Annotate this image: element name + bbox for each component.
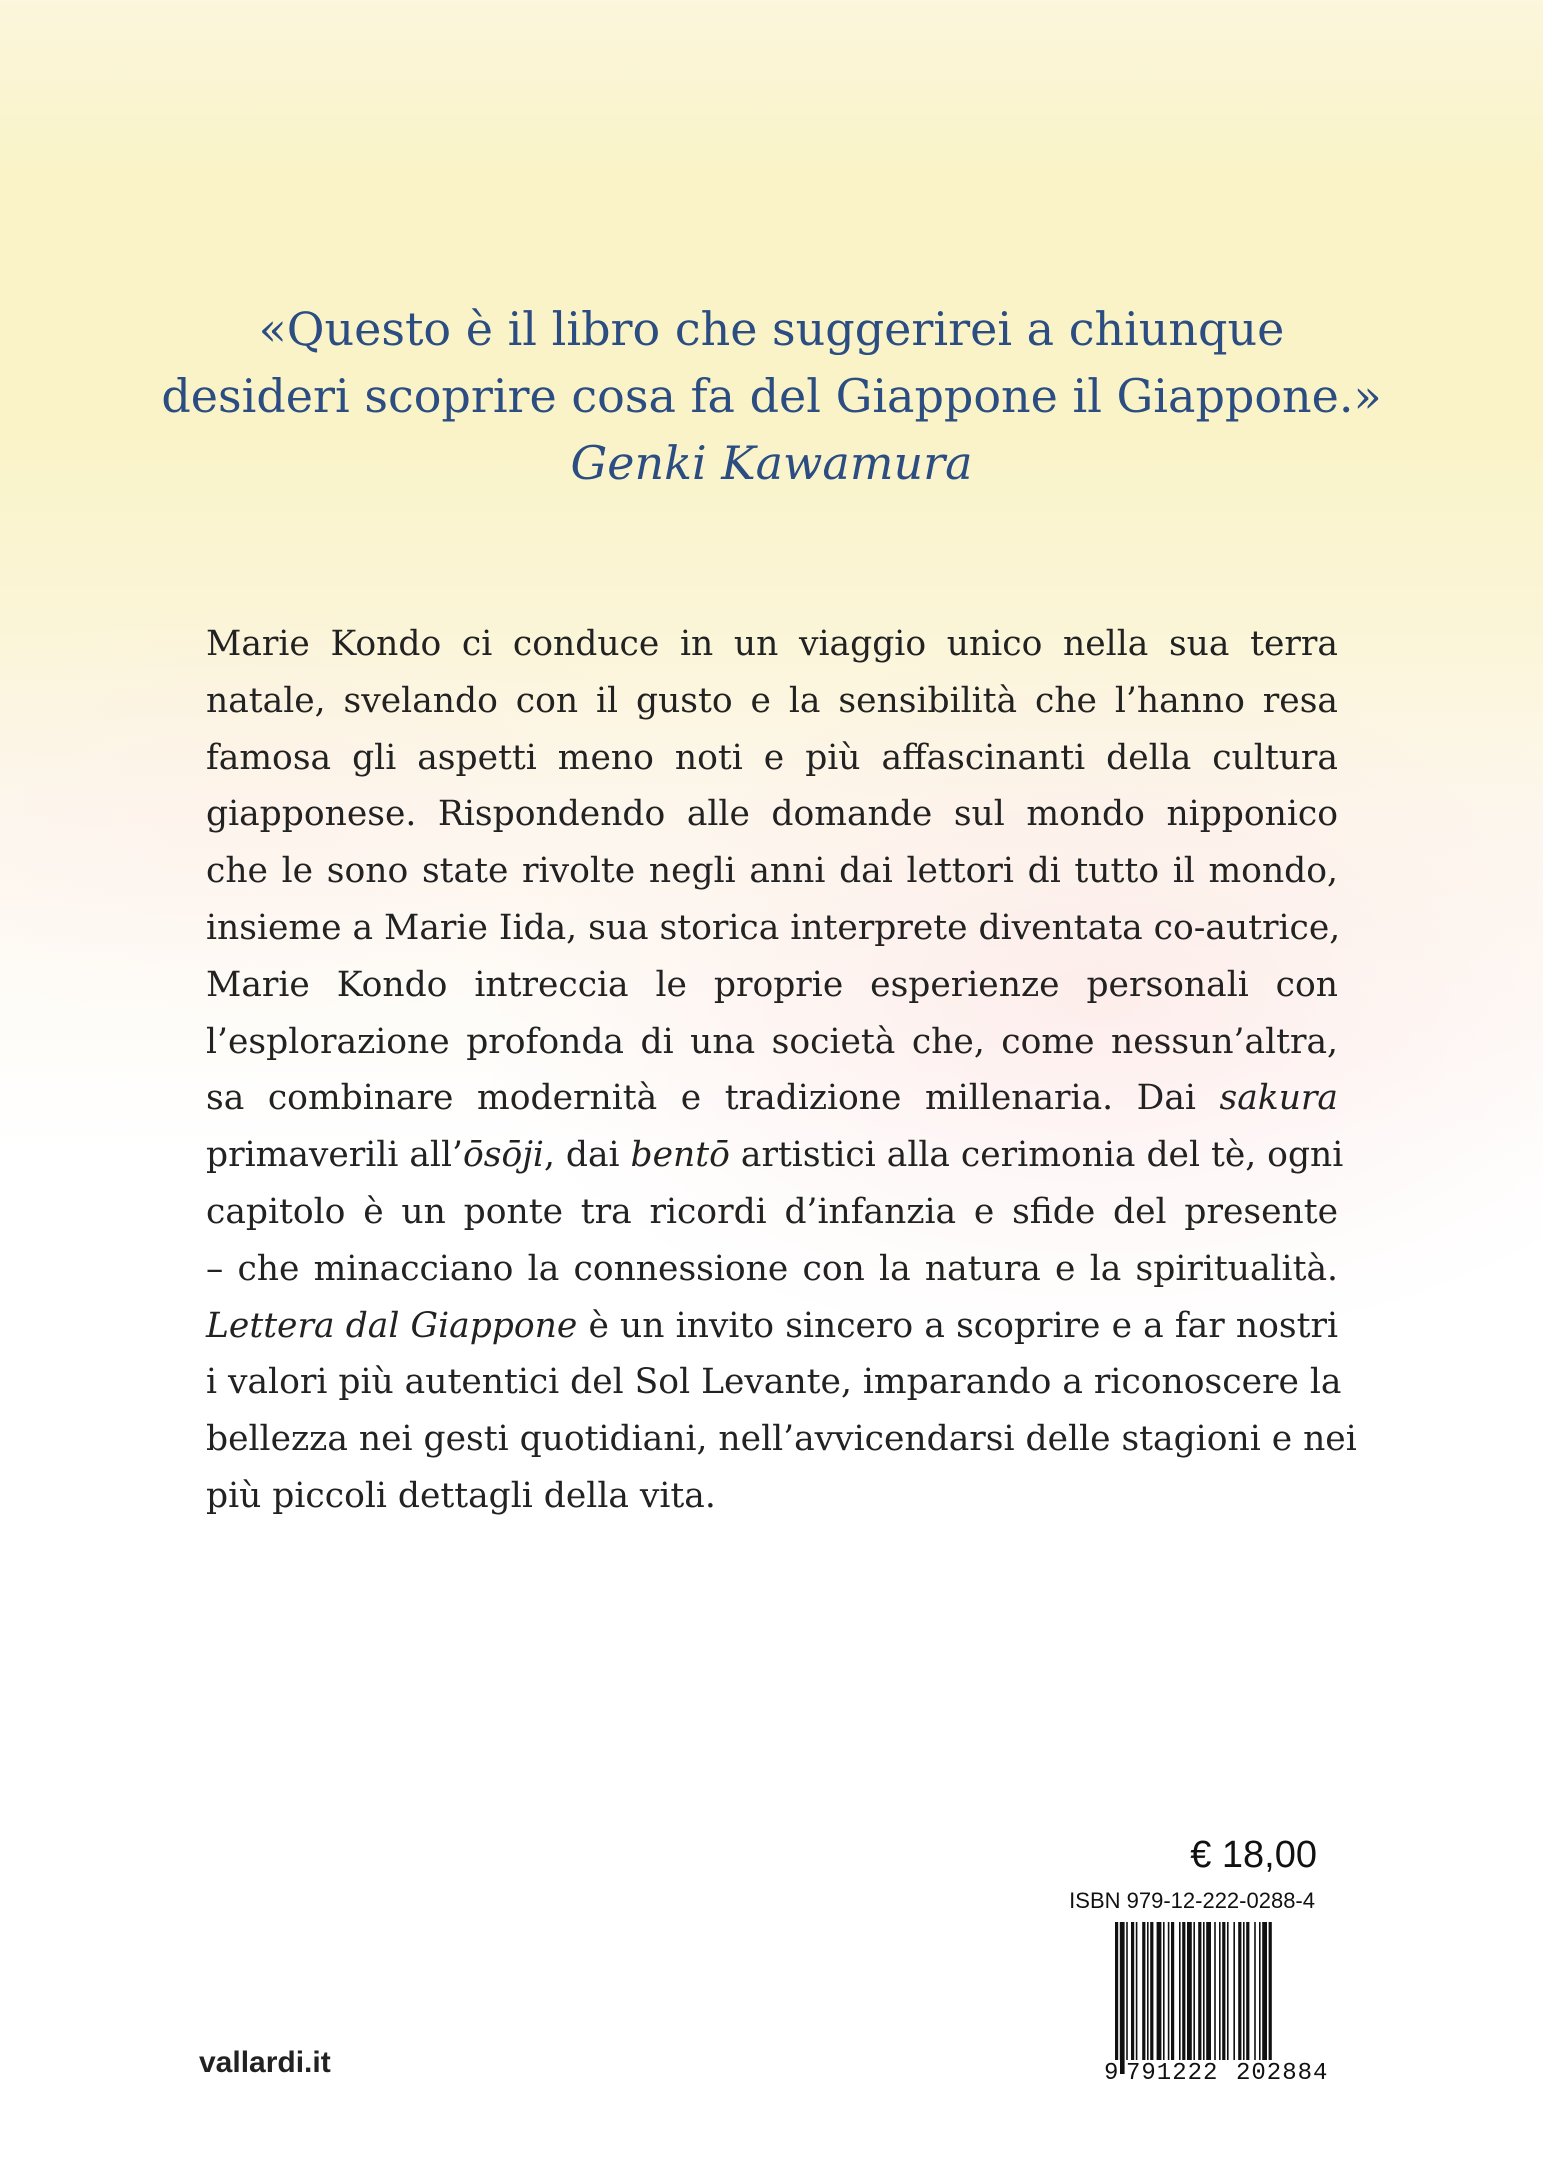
barcode-bar bbox=[1227, 1922, 1229, 2060]
blurb-line: capitolo è un ponte tra ricordi d’infanzia e sfide del presente bbox=[206, 1191, 1338, 1232]
blurb-text: sa combinare modernità e tradizione millenaria. Dai bbox=[206, 1078, 1196, 1119]
quote-line-2: desideri scoprire cosa fa del Giappone il Giappone.» bbox=[161, 369, 1382, 423]
blurb-line: più piccoli dettagli della vita. bbox=[206, 1475, 716, 1516]
barcode-bar bbox=[1171, 1922, 1174, 2060]
barcode-bar bbox=[1131, 1922, 1134, 2060]
isbn: ISBN 979-12-222-0288-4 bbox=[1069, 1888, 1315, 1913]
barcode-bar bbox=[1259, 1922, 1261, 2060]
barcode-bar bbox=[1214, 1922, 1216, 2060]
blurb-line bbox=[206, 1127, 1344, 1184]
barcode-bar bbox=[1269, 1922, 1272, 2074]
blurb-line: Marie Kondo ci conduce in un viaggio unico nella sua terra bbox=[206, 624, 1338, 664]
barcode-bar bbox=[1142, 1922, 1145, 2060]
blurb-line: l’esplorazione profonda di una società che, come nessun’altra, bbox=[206, 1021, 1338, 1062]
barcode-left-group: 791222 bbox=[1126, 2060, 1219, 2087]
blurb-text: , dai bbox=[543, 1135, 620, 1176]
blurb-line: natale, svelando con il gusto e la sensibilità che l’hanno resa bbox=[206, 680, 1338, 721]
barcode-bar bbox=[1150, 1922, 1153, 2060]
blurb-italic-term: sakura bbox=[1219, 1078, 1338, 1119]
barcode-bar bbox=[1219, 1922, 1221, 2060]
barcode-bar bbox=[1238, 1922, 1241, 2060]
blurb-line: famosa gli aspetti meno noti e più affascinanti della cultura bbox=[206, 737, 1338, 778]
barcode-bar bbox=[1233, 1922, 1235, 2060]
barcode-first-digit: 9 bbox=[1104, 2060, 1120, 2087]
blurb-text: è un invito sincero a scoprire e a far nostri bbox=[588, 1305, 1338, 1346]
barcode-bar bbox=[1246, 1922, 1249, 2060]
blurb-text: primaverili all’ bbox=[206, 1135, 463, 1176]
blurb-text: artistici alla cerimonia del tè, ogni bbox=[740, 1135, 1344, 1176]
price: € 18,00 bbox=[1190, 1834, 1317, 1876]
blurb-line: i valori più autentici del Sol Levante, imparando a riconoscere la bbox=[206, 1362, 1342, 1403]
blurb-line: Marie Kondo intreccia le proprie esperienze personali con bbox=[206, 964, 1338, 1005]
book-description bbox=[206, 616, 1357, 1525]
quote-author: Genki Kawamura bbox=[570, 436, 973, 490]
barcode-bar bbox=[1262, 1922, 1267, 2060]
blurb-line: che le sono state rivolte negli anni dai lettori di tutto il mondo, bbox=[206, 851, 1338, 892]
barcode-bar bbox=[1222, 1922, 1225, 2060]
barcode-bar bbox=[1157, 1922, 1162, 2060]
barcode-bar bbox=[1254, 1922, 1256, 2060]
blurb-line: bellezza nei gesti quotidiani, nell’avvicendarsi delle stagioni e nei bbox=[206, 1419, 1357, 1460]
barcode-bar bbox=[1187, 1922, 1192, 2060]
quote-line-1: «Questo è il libro che suggerirei a chiunque bbox=[258, 302, 1285, 356]
barcode-bar bbox=[1147, 1922, 1149, 2060]
barcode-bar bbox=[1168, 1922, 1170, 2060]
blurb-italic-term: bentō bbox=[630, 1135, 730, 1176]
barcode-bar bbox=[1182, 1922, 1185, 2060]
blurb-line bbox=[206, 1070, 1338, 1127]
barcode-right-group: 202884 bbox=[1236, 2060, 1329, 2087]
blurb-line: giapponese. Rispondendo alle domande sul mondo nipponico bbox=[206, 794, 1338, 835]
barcode-bar bbox=[1120, 1922, 1125, 2074]
barcode-bar bbox=[1203, 1922, 1205, 2060]
blurb-line: insieme a Marie Iida, sua storica interprete diventata co-autrice, bbox=[206, 907, 1341, 948]
blurb-italic-title: Lettera dal Giappone bbox=[206, 1305, 578, 1346]
blurb-line: – che minacciano la connessione con la natura e la spiritualità. bbox=[206, 1248, 1338, 1289]
barcode-bars bbox=[1107, 1922, 1347, 2074]
barcode-bar bbox=[1193, 1922, 1195, 2074]
endorsement-quote bbox=[0, 296, 1543, 497]
barcode-bar bbox=[1198, 1922, 1201, 2060]
blurb-line bbox=[206, 1298, 1338, 1355]
publisher-website: vallardi.it bbox=[199, 2046, 331, 2079]
barcode-bar bbox=[1243, 1922, 1245, 2060]
barcode-bar bbox=[1136, 1922, 1138, 2060]
barcode-bar bbox=[1179, 1922, 1181, 2060]
barcode-bar bbox=[1126, 1922, 1128, 2060]
barcode-bar bbox=[1163, 1922, 1165, 2060]
barcode-bar bbox=[1206, 1922, 1211, 2060]
blurb-italic-term: ōsōji bbox=[462, 1135, 544, 1176]
barcode-bar bbox=[1115, 1922, 1118, 2074]
